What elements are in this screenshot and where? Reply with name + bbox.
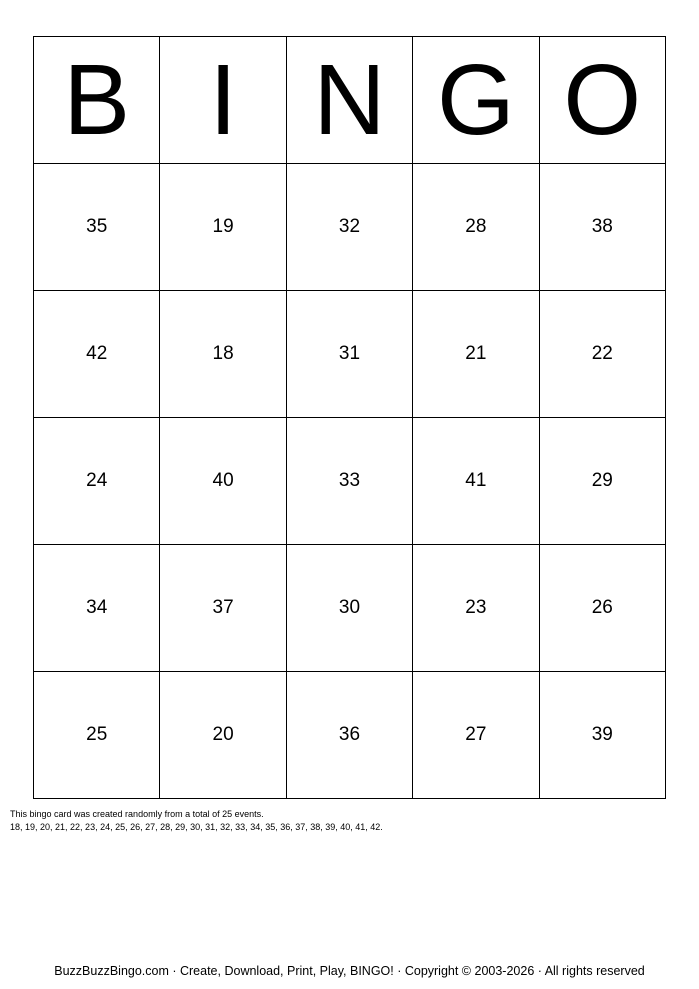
bingo-cell: 31 bbox=[286, 291, 412, 418]
bingo-header-row bbox=[34, 37, 666, 164]
bingo-row-3 bbox=[34, 418, 666, 545]
bingo-cell: 34 bbox=[34, 545, 160, 672]
bingo-cell: 38 bbox=[539, 164, 665, 291]
footer-copyright: BuzzBuzzBingo.com · Create, Download, Print, Play, BINGO! · Copyright © 2003-2026 · All rights reserved bbox=[54, 964, 645, 978]
note-event-list: 18, 19, 20, 21, 22, 23, 24, 25, 26, 27, 28, 29, 30, 31, 32, 33, 34, 35, 36, 37, 38, 39, 40, 41, 42. bbox=[10, 822, 383, 832]
header-letter-n: N bbox=[286, 37, 412, 164]
bingo-cell: 20 bbox=[160, 672, 286, 799]
header-letter-b: B bbox=[34, 37, 160, 164]
bingo-cell: 25 bbox=[34, 672, 160, 799]
bingo-cell: 32 bbox=[286, 164, 412, 291]
header-letter-i: I bbox=[160, 37, 286, 164]
bingo-cell: 36 bbox=[286, 672, 412, 799]
bingo-cell: 41 bbox=[413, 418, 539, 545]
bingo-cell: 23 bbox=[413, 545, 539, 672]
generation-note bbox=[10, 808, 383, 834]
bingo-cell: 39 bbox=[539, 672, 665, 799]
bingo-cell: 22 bbox=[539, 291, 665, 418]
bingo-cell: 37 bbox=[160, 545, 286, 672]
bingo-card bbox=[33, 36, 666, 799]
bingo-cell: 28 bbox=[413, 164, 539, 291]
bingo-cell: 40 bbox=[160, 418, 286, 545]
bingo-cell: 18 bbox=[160, 291, 286, 418]
bingo-cell: 30 bbox=[286, 545, 412, 672]
bingo-cell: 35 bbox=[34, 164, 160, 291]
bingo-cell: 21 bbox=[413, 291, 539, 418]
bingo-cell: 33 bbox=[286, 418, 412, 545]
bingo-cell: 27 bbox=[413, 672, 539, 799]
bingo-row-1 bbox=[34, 164, 666, 291]
bingo-cell: 42 bbox=[34, 291, 160, 418]
note-summary: This bingo card was created randomly from a total of 25 events. bbox=[10, 809, 264, 819]
bingo-cell: 19 bbox=[160, 164, 286, 291]
bingo-row-4 bbox=[34, 545, 666, 672]
bingo-cell: 26 bbox=[539, 545, 665, 672]
bingo-cell: 29 bbox=[539, 418, 665, 545]
header-letter-o: O bbox=[539, 37, 665, 164]
bingo-cell: 24 bbox=[34, 418, 160, 545]
bingo-row-2 bbox=[34, 291, 666, 418]
bingo-row-5 bbox=[34, 672, 666, 799]
header-letter-g: G bbox=[413, 37, 539, 164]
